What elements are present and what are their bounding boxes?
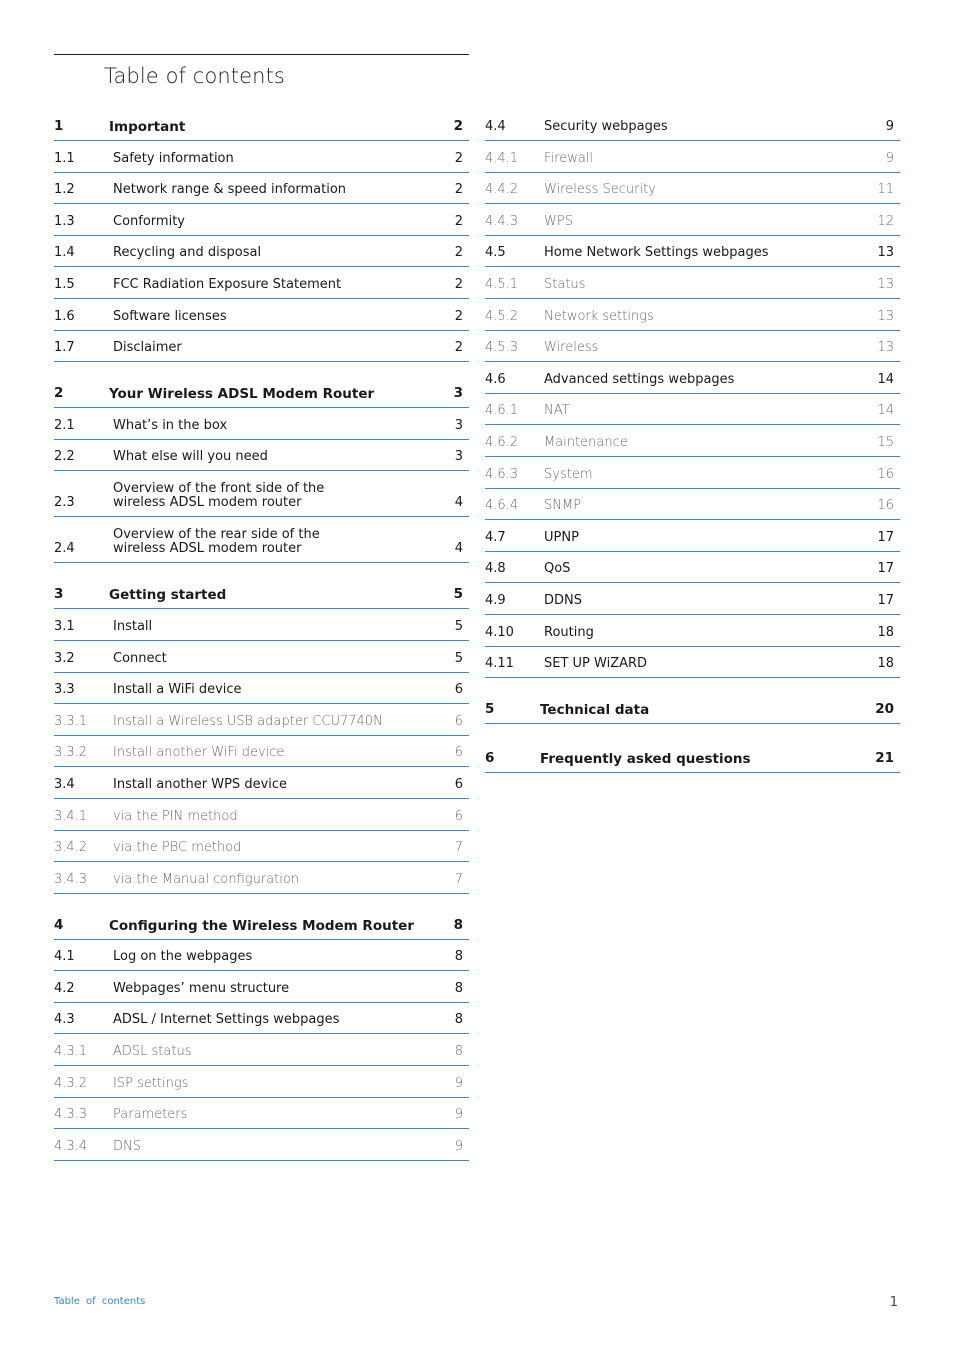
toc-entry[interactable] — [54, 799, 469, 831]
toc-entry[interactable] — [485, 394, 900, 426]
toc-entry-number: 1.4 — [54, 245, 75, 261]
toc-entry-page: 13 — [877, 276, 894, 292]
toc-entry[interactable] — [485, 583, 900, 615]
toc-entry-number: 4.10 — [485, 624, 514, 640]
toc-entry-title: Conformity — [113, 213, 185, 229]
toc-entry[interactable] — [54, 173, 469, 205]
toc-entry-number: 1.6 — [54, 308, 75, 324]
toc-entry-number: 3 — [54, 586, 64, 603]
toc-entry[interactable] — [54, 1066, 469, 1098]
toc-entry-number: 2.4 — [54, 541, 75, 557]
toc-entry-title: What else will you need — [113, 449, 268, 465]
toc-entry-title: Getting started — [109, 587, 227, 604]
toc-chapter-entry[interactable] — [54, 563, 469, 609]
toc-entry-number: 2.1 — [54, 417, 75, 433]
toc-entry-page: 3 — [454, 449, 463, 465]
toc-entry-title: Install a WiFi device — [113, 682, 242, 698]
toc-entry[interactable] — [485, 173, 900, 205]
toc-entry-title: Recycling and disposal — [113, 245, 262, 261]
toc-entry[interactable] — [54, 1098, 469, 1130]
toc-entry[interactable] — [485, 236, 900, 268]
toc-entry-page: 2 — [454, 340, 463, 356]
toc-entry-number: 4 — [54, 916, 64, 933]
toc-entry-page: 18 — [877, 656, 894, 672]
toc-right-column — [485, 112, 900, 773]
toc-entry-title: ADSL / Internet Settings webpages — [113, 1012, 340, 1028]
toc-entry-number: 4.6 — [485, 371, 506, 387]
toc-entry[interactable] — [54, 831, 469, 863]
toc-entry-page: 3 — [453, 385, 463, 402]
toc-entry[interactable] — [485, 141, 900, 173]
toc-entry-number: 3.3.2 — [54, 745, 88, 761]
toc-entry-title: UPNP — [544, 529, 579, 545]
toc-entry-number: 4.6.4 — [485, 498, 519, 514]
toc-entry-number: 4.2 — [54, 980, 75, 996]
toc-entry-title: Webpages’ menu structure — [113, 980, 290, 996]
toc-entry-title: via the PIN method — [113, 808, 238, 824]
toc-entry-page: 9 — [454, 1138, 463, 1154]
toc-entry-page: 5 — [453, 586, 463, 603]
toc-entry-number: 4.4.1 — [485, 150, 519, 166]
toc-entry-number: 3.3 — [54, 682, 75, 698]
toc-entry-title: WPS — [544, 213, 573, 229]
toc-entry-number: 4.5.3 — [485, 340, 519, 356]
toc-entry[interactable] — [54, 641, 469, 673]
toc-entry[interactable] — [54, 517, 469, 563]
toc-entry[interactable] — [54, 267, 469, 299]
toc-entry-title: via the PBC method — [113, 840, 242, 856]
toc-entry[interactable] — [485, 299, 900, 331]
toc-entry-title: Overview of the rear side of the wireless ADSL modem router — [113, 527, 320, 557]
toc-entry-title: DNS — [113, 1138, 141, 1154]
toc-entry-title: Wireless — [544, 340, 599, 356]
toc-entry-number: 1.5 — [54, 276, 75, 292]
toc-entry-title: Configuring the Wireless Modem Router — [109, 917, 414, 934]
toc-entry-number: 2.2 — [54, 449, 75, 465]
toc-entry-title: FCC Radiation Exposure Statement — [113, 276, 342, 292]
toc-entry[interactable] — [54, 471, 469, 517]
toc-entry-title: Install — [113, 618, 153, 634]
toc-entry-page: 2 — [453, 118, 463, 134]
toc-entry-title: Security webpages — [544, 119, 668, 134]
toc-entry[interactable] — [485, 112, 900, 141]
toc-entry-title: Advanced settings webpages — [544, 371, 735, 387]
toc-entry-page: 13 — [877, 340, 894, 356]
toc-entry-number: 4.5.2 — [485, 308, 519, 324]
toc-entry-title: Firewall — [544, 150, 594, 166]
toc-entry-number: 3.4.3 — [54, 871, 88, 887]
toc-entry-page: 9 — [885, 119, 894, 134]
toc-entry-number: 3.1 — [54, 618, 75, 634]
toc-entry-number: 3.3.1 — [54, 713, 88, 729]
toc-chapter-entry[interactable] — [54, 894, 469, 940]
toc-entry[interactable] — [54, 236, 469, 268]
toc-entry[interactable] — [485, 331, 900, 363]
toc-entry[interactable] — [54, 408, 469, 440]
toc-entry-page: 2 — [454, 276, 463, 292]
toc-entry[interactable] — [54, 299, 469, 331]
toc-entry-page: 4 — [454, 495, 463, 511]
toc-entry-page: 20 — [875, 701, 894, 718]
toc-entry-title: Network settings — [544, 308, 654, 324]
toc-entry[interactable] — [485, 552, 900, 584]
toc-entry-page: 9 — [454, 1107, 463, 1123]
toc-entry-title: Maintenance — [544, 434, 628, 450]
toc-entry-title: Your Wireless ADSL Modem Router — [109, 386, 375, 403]
toc-entry-number: 4.4.2 — [485, 182, 519, 198]
toc-entry-number: 4.5.1 — [485, 276, 519, 292]
toc-entry-title: NAT — [544, 403, 570, 419]
footer-section-label: Table of contents — [54, 1296, 146, 1307]
toc-entry-number: 3.4.1 — [54, 808, 88, 824]
toc-entry-page: 15 — [877, 434, 894, 450]
toc-entry-number: 4.9 — [485, 592, 506, 608]
toc-entry-number: 4.3 — [54, 1012, 75, 1028]
toc-entry-title: Log on the webpages — [113, 949, 253, 965]
toc-entry-number: 1.1 — [54, 150, 75, 166]
toc-entry-title: SNMP — [544, 498, 582, 514]
toc-entry-page: 2 — [454, 245, 463, 261]
toc-entry-page: 7 — [454, 871, 463, 887]
toc-entry-title: Install another WPS device — [113, 776, 288, 792]
toc-entry-page: 8 — [454, 980, 463, 996]
toc-entry-page: 17 — [877, 529, 894, 545]
toc-entry[interactable] — [54, 1003, 469, 1035]
toc-entry-number: 5 — [485, 701, 495, 718]
toc-entry[interactable] — [54, 767, 469, 799]
toc-entry-page: 14 — [877, 371, 894, 387]
toc-entry[interactable] — [54, 1129, 469, 1161]
toc-entry-page: 6 — [454, 682, 463, 698]
toc-entry[interactable] — [54, 704, 469, 736]
toc-entry[interactable] — [485, 647, 900, 679]
toc-entry[interactable] — [485, 615, 900, 647]
toc-entry[interactable] — [54, 440, 469, 472]
toc-entry[interactable] — [485, 520, 900, 552]
toc-entry-title: Frequently asked questions — [540, 751, 751, 768]
toc-entry-number: 4.11 — [485, 656, 514, 672]
toc-entry-number: 4.6.1 — [485, 403, 519, 419]
toc-entry-title: via the Manual configuration — [113, 871, 300, 887]
toc-entry[interactable] — [485, 362, 900, 394]
toc-entry-number: 4.1 — [54, 949, 75, 965]
toc-entry-page: 8 — [454, 1012, 463, 1028]
toc-entry-page: 7 — [454, 840, 463, 856]
toc-entry-page: 5 — [454, 618, 463, 634]
toc-entry-title: SET UP WiZARD — [544, 656, 648, 672]
toc-entry-number: 4.8 — [485, 561, 506, 577]
toc-entry-number: 4.3.4 — [54, 1138, 88, 1154]
toc-entry[interactable] — [485, 425, 900, 457]
toc-entry[interactable] — [485, 489, 900, 521]
toc-entry[interactable] — [54, 609, 469, 641]
toc-entry-title: DDNS — [544, 592, 582, 608]
toc-entry[interactable] — [54, 862, 469, 894]
toc-entry-number: 4.6.3 — [485, 466, 519, 482]
toc-entry-page: 6 — [454, 713, 463, 729]
toc-entry-page: 16 — [877, 498, 894, 514]
toc-entry-page: 8 — [453, 916, 463, 933]
toc-entry-number: 4.3.2 — [54, 1075, 88, 1091]
toc-entry-page: 6 — [454, 776, 463, 792]
toc-entry-title: Install a Wireless USB adapter CCU7740N — [113, 713, 383, 729]
toc-entry-page: 18 — [877, 624, 894, 640]
toc-entry-title: ISP settings — [113, 1075, 189, 1091]
toc-entry-number: 1.7 — [54, 340, 75, 356]
toc-chapter-entry[interactable] — [485, 724, 900, 773]
page-number: 1 — [889, 1295, 898, 1310]
toc-chapter-entry[interactable] — [54, 112, 469, 141]
toc-entry-page: 2 — [454, 182, 463, 198]
toc-entry-title: Status — [544, 276, 586, 292]
toc-entry-number: 3.4.2 — [54, 840, 88, 856]
toc-entry-title: Wireless Security — [544, 182, 656, 198]
toc-entry-page: 3 — [454, 417, 463, 433]
toc-entry-title: Disclaimer — [113, 340, 182, 356]
toc-entry-page: 14 — [877, 403, 894, 419]
toc-entry-number: 4.4 — [485, 119, 506, 134]
toc-entry-page: 17 — [877, 561, 894, 577]
toc-entry-title: Technical data — [540, 702, 650, 719]
toc-entry-number: 4.4.3 — [485, 213, 519, 229]
toc-entry[interactable] — [54, 940, 469, 972]
toc-entry-page: 13 — [877, 245, 894, 261]
toc-entry[interactable] — [54, 1034, 469, 1066]
toc-entry-title: Important — [109, 119, 186, 135]
toc-entry-page: 17 — [877, 592, 894, 608]
toc-entry-title: QoS — [544, 561, 571, 577]
toc-entry[interactable] — [54, 331, 469, 363]
toc-chapter-entry[interactable] — [485, 678, 900, 724]
toc-entry-title: System — [544, 466, 593, 482]
toc-entry-title: Network range & speed information — [113, 182, 347, 198]
toc-entry-page: 6 — [454, 808, 463, 824]
toc-entry-number: 6 — [485, 750, 495, 767]
toc-entry[interactable] — [54, 971, 469, 1003]
toc-entry-page: 2 — [454, 150, 463, 166]
toc-entry-title: Home Network Settings webpages — [544, 245, 769, 261]
toc-entry-title: Routing — [544, 624, 594, 640]
toc-entry-page: 8 — [454, 1044, 463, 1060]
toc-entry-title: Safety information — [113, 150, 234, 166]
toc-entry-page: 13 — [877, 308, 894, 324]
toc-entry-number: 4.6.2 — [485, 434, 519, 450]
page-title: Table of contents — [104, 64, 285, 88]
toc-entry-number: 4.5 — [485, 245, 506, 261]
toc-entry-page: 2 — [454, 213, 463, 229]
toc-entry-number: 2.3 — [54, 495, 75, 511]
toc-entry-page: 6 — [454, 745, 463, 761]
toc-entry-page: 11 — [877, 182, 894, 198]
toc-entry[interactable] — [54, 673, 469, 705]
toc-chapter-entry[interactable] — [54, 362, 469, 408]
toc-entry[interactable] — [485, 457, 900, 489]
toc-entry-number: 1 — [54, 118, 64, 134]
toc-entry-page: 21 — [875, 750, 894, 767]
toc-entry-page: 12 — [877, 213, 894, 229]
toc-entry-title: Software licenses — [113, 308, 227, 324]
toc-entry-number: 3.2 — [54, 650, 75, 666]
toc-entry-title: What’s in the box — [113, 417, 228, 433]
toc-entry-number: 4.7 — [485, 529, 506, 545]
toc-entry[interactable] — [54, 141, 469, 173]
title-rule — [54, 54, 469, 55]
toc-entry-number: 2 — [54, 385, 64, 402]
toc-entry[interactable] — [54, 736, 469, 768]
toc-entry-title: Overview of the front side of the wireless ADSL modem router — [113, 481, 325, 511]
toc-left-column — [54, 112, 469, 1161]
toc-entry-page: 2 — [454, 308, 463, 324]
toc-entry-number: 4.3.1 — [54, 1044, 88, 1060]
toc-entry-title: ADSL status — [113, 1044, 192, 1060]
toc-entry-title: Parameters — [113, 1107, 188, 1123]
toc-entry-page: 8 — [454, 949, 463, 965]
toc-entry-title: Install another WiFi device — [113, 745, 285, 761]
toc-entry[interactable] — [485, 204, 900, 236]
toc-entry-number: 3.4 — [54, 776, 75, 792]
toc-entry-number: 1.2 — [54, 182, 75, 198]
toc-entry-page: 16 — [877, 466, 894, 482]
toc-entry-number: 4.3.3 — [54, 1107, 88, 1123]
toc-entry-page: 9 — [454, 1075, 463, 1091]
toc-entry[interactable] — [54, 204, 469, 236]
toc-entry-title: Connect — [113, 650, 167, 666]
toc-entry-page: 4 — [454, 541, 463, 557]
toc-entry-page: 9 — [885, 150, 894, 166]
toc-entry-page: 5 — [454, 650, 463, 666]
toc-entry[interactable] — [485, 267, 900, 299]
toc-entry-number: 1.3 — [54, 213, 75, 229]
